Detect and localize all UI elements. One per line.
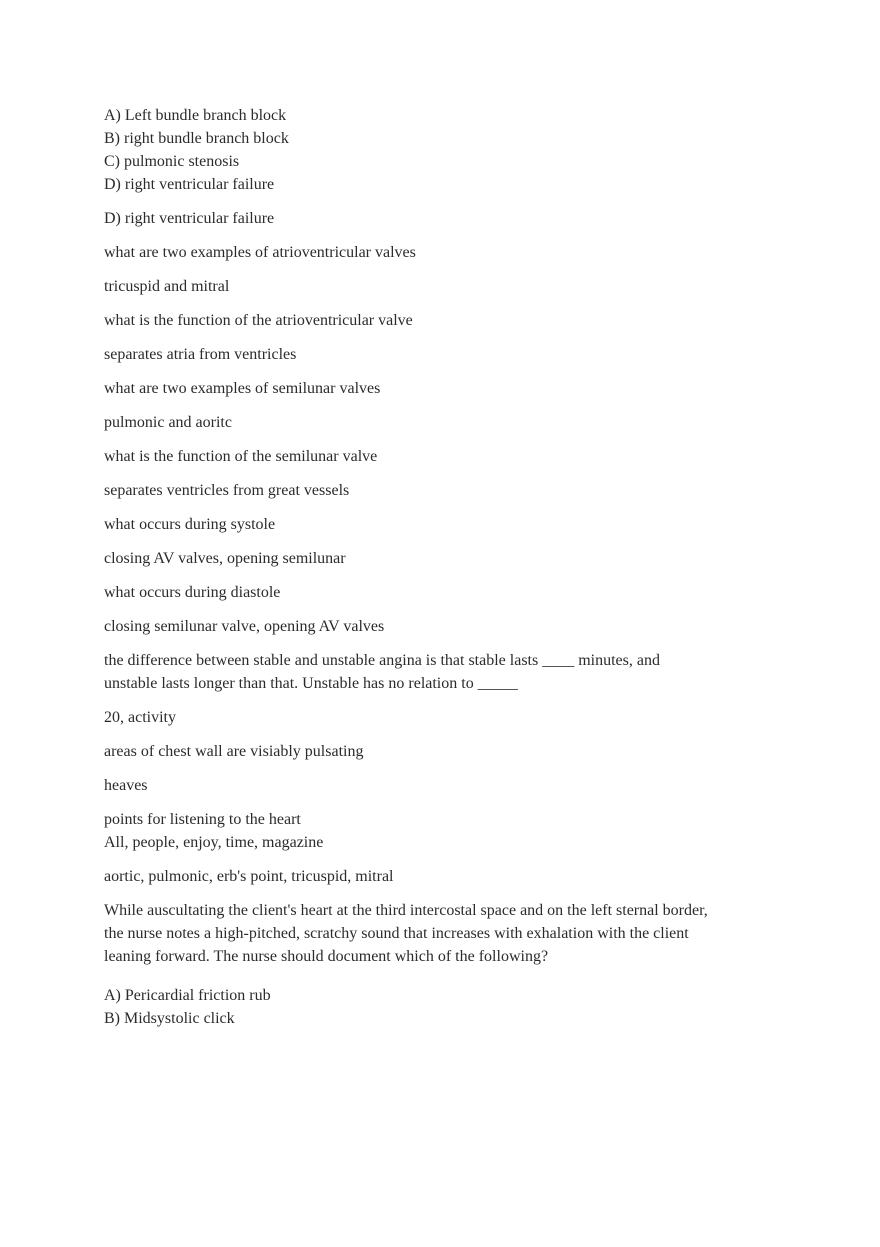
answer-options-block (104, 104, 784, 196)
mnemonic-text: All, people, enjoy, time, magazine (104, 834, 324, 851)
answer-paragraph (104, 411, 784, 434)
question-paragraph (104, 581, 784, 604)
answer-text: heaves (104, 777, 148, 794)
question-text: what are two examples of semilunar valves (104, 380, 381, 397)
option-a: A) Pericardial friction rub (104, 987, 271, 1004)
answer-paragraph (104, 774, 784, 797)
option-b: B) Midsystolic click (104, 1010, 235, 1027)
question-text-line-1: the difference between stable and unstable angina is that stable lasts ____ minutes, and (104, 652, 660, 669)
option-c: C) pulmonic stenosis (104, 153, 240, 170)
question-paragraph (104, 808, 784, 854)
answer-paragraph (104, 275, 784, 298)
answer-text: aortic, pulmonic, erb's point, tricuspid, mitral (104, 868, 394, 885)
question-text: what occurs during systole (104, 516, 276, 533)
option-a: A) Left bundle branch block (104, 107, 287, 124)
answer-options-block (104, 984, 784, 1030)
answer-paragraph (104, 865, 784, 888)
answer-text: tricuspid and mitral (104, 278, 230, 295)
answer-text: D) right ventricular failure (104, 210, 275, 227)
answer-text: closing semilunar valve, opening AV valves (104, 618, 385, 635)
question-text-line-1: While auscultating the client's heart at the third intercostal space and on the left sternal border, (104, 902, 708, 919)
option-d: D) right ventricular failure (104, 176, 275, 193)
question-paragraph (104, 309, 784, 332)
answer-text: pulmonic and aoritc (104, 414, 232, 431)
answer-paragraph (104, 706, 784, 729)
question-paragraph (104, 241, 784, 264)
question-text: what are two examples of atrioventricular valves (104, 244, 416, 261)
question-text: points for listening to the heart (104, 811, 301, 828)
question-text: what is the function of the semilunar valve (104, 448, 378, 465)
question-paragraph (104, 740, 784, 763)
question-paragraph (104, 513, 784, 536)
answer-paragraph (104, 547, 784, 570)
question-text: what is the function of the atrioventricular valve (104, 312, 413, 329)
question-text: areas of chest wall are visiably pulsating (104, 743, 364, 760)
question-paragraph (104, 899, 784, 968)
question-paragraph (104, 377, 784, 400)
answer-text: separates ventricles from great vessels (104, 482, 350, 499)
answer-text: 20, activity (104, 709, 176, 726)
question-text-line-3: leaning forward. The nurse should document which of the following? (104, 948, 549, 965)
answer-paragraph (104, 343, 784, 366)
question-paragraph (104, 649, 784, 695)
answer-paragraph (104, 207, 784, 230)
answer-paragraph (104, 615, 784, 638)
question-text-line-2: the nurse notes a high-pitched, scratchy sound that increases with exhalation with the client (104, 925, 689, 942)
answer-text: separates atria from ventricles (104, 346, 297, 363)
option-b: B) right bundle branch block (104, 130, 289, 147)
question-paragraph (104, 445, 784, 468)
answer-paragraph (104, 479, 784, 502)
document-content (104, 104, 784, 1041)
question-text-line-2: unstable lasts longer than that. Unstable has no relation to _____ (104, 675, 518, 692)
question-text: what occurs during diastole (104, 584, 281, 601)
answer-text: closing AV valves, opening semilunar (104, 550, 346, 567)
